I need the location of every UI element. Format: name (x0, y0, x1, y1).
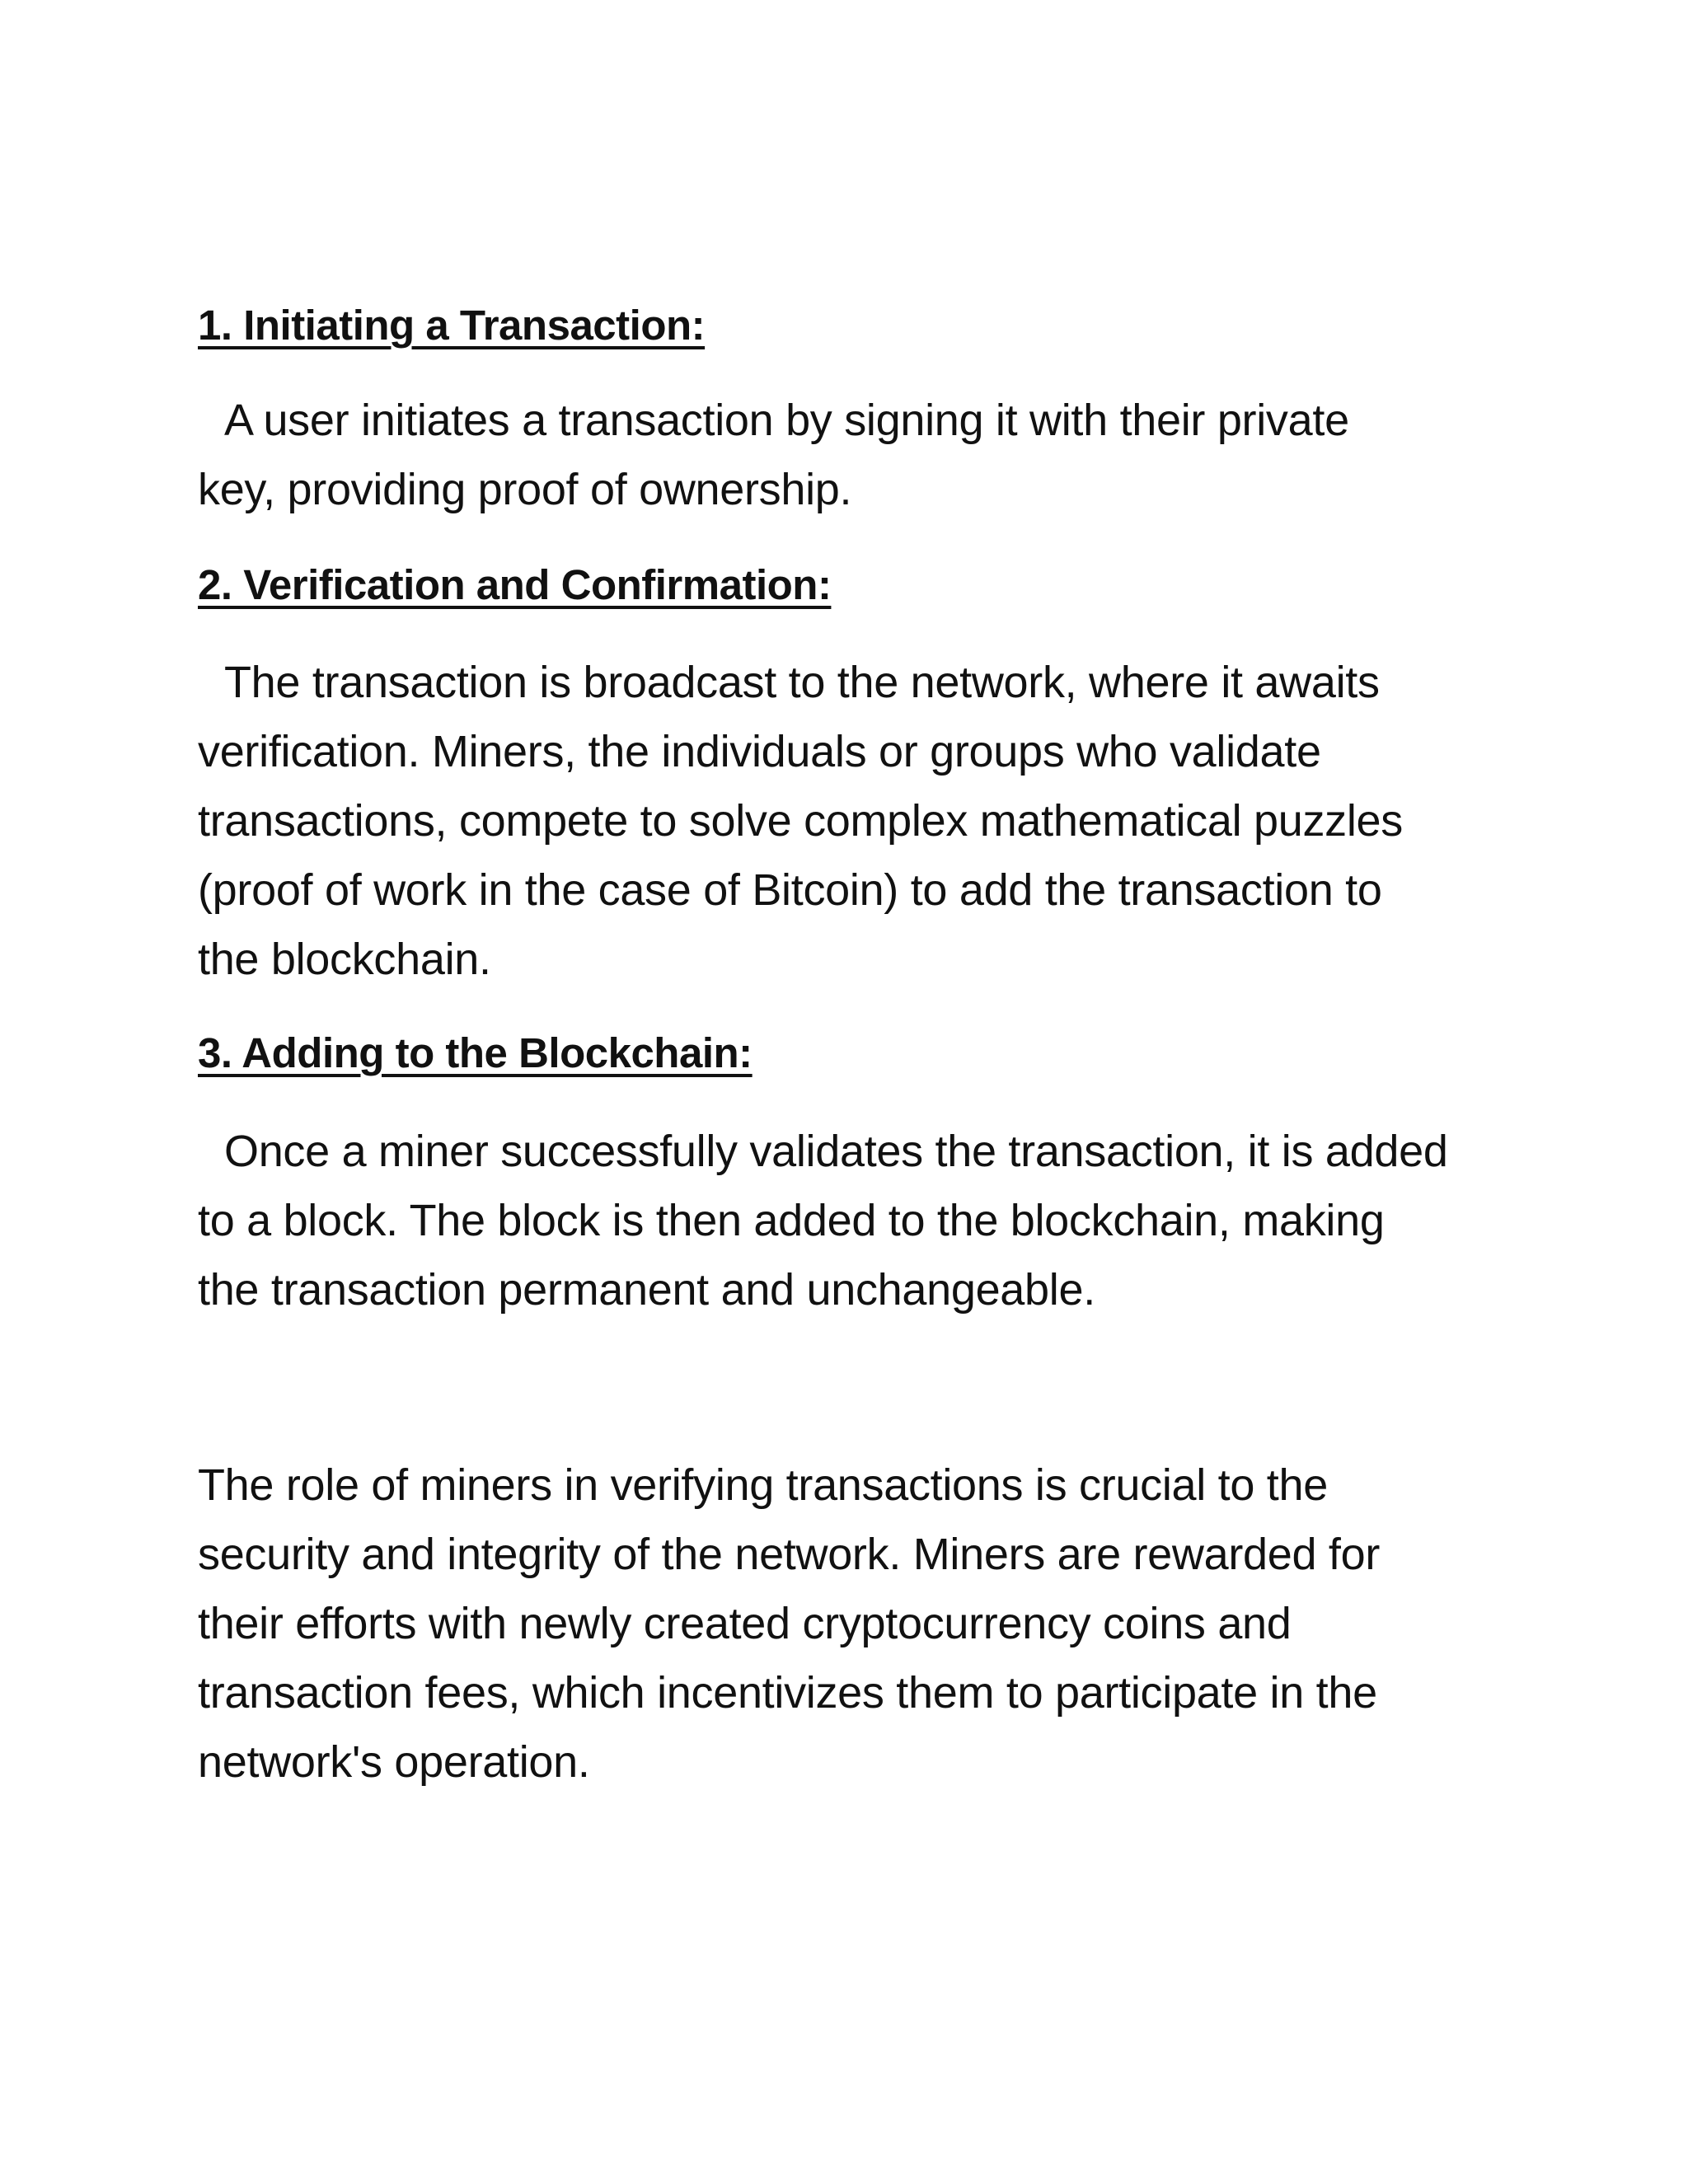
section-3-line-2: to a block. The block is then added to the blockchain, making (198, 1196, 1385, 1245)
section-2-line-3: transactions, compete to solve complex mathematical puzzles (198, 796, 1403, 846)
section-3-line-1: Once a miner successfully validates the transaction, it is added (224, 1127, 1448, 1176)
closing-paragraph (198, 1451, 1550, 1797)
section-2-line-1: The transaction is broadcast to the network, where it awaits (224, 658, 1380, 707)
section-2-line-4: (proof of work in the case of Bitcoin) to add the transaction to (198, 865, 1382, 915)
section-3-heading: 3. Adding to the Blockchain: (198, 1029, 753, 1076)
section-1-line-2: key, providing proof of ownership. (198, 465, 852, 514)
section-3-paragraph (198, 1117, 1550, 1324)
section-1-heading: 1. Initiating a Transaction: (198, 302, 706, 349)
closing-line-1: The role of miners in verifying transactions is crucial to the (198, 1460, 1328, 1510)
closing-line-3: their efforts with newly created cryptocurrency coins and (198, 1599, 1292, 1648)
section-1-paragraph (198, 386, 1550, 524)
closing-line-4: transaction fees, which incentivizes them to participate in the (198, 1668, 1377, 1718)
section-2-line-2: verification. Miners, the individuals or groups who validate (198, 727, 1321, 776)
section-2-heading: 2. Verification and Confirmation: (198, 561, 832, 608)
closing-line-2: security and integrity of the network. Miners are rewarded for (198, 1530, 1381, 1579)
section-3-line-3: the transaction permanent and unchangeable. (198, 1265, 1095, 1315)
section-2-paragraph (198, 648, 1550, 994)
closing-line-5: network's operation. (198, 1737, 590, 1787)
section-2-line-5: the blockchain. (198, 935, 491, 984)
section-1-line-1: A user initiates a transaction by signing it with their private (224, 396, 1349, 445)
